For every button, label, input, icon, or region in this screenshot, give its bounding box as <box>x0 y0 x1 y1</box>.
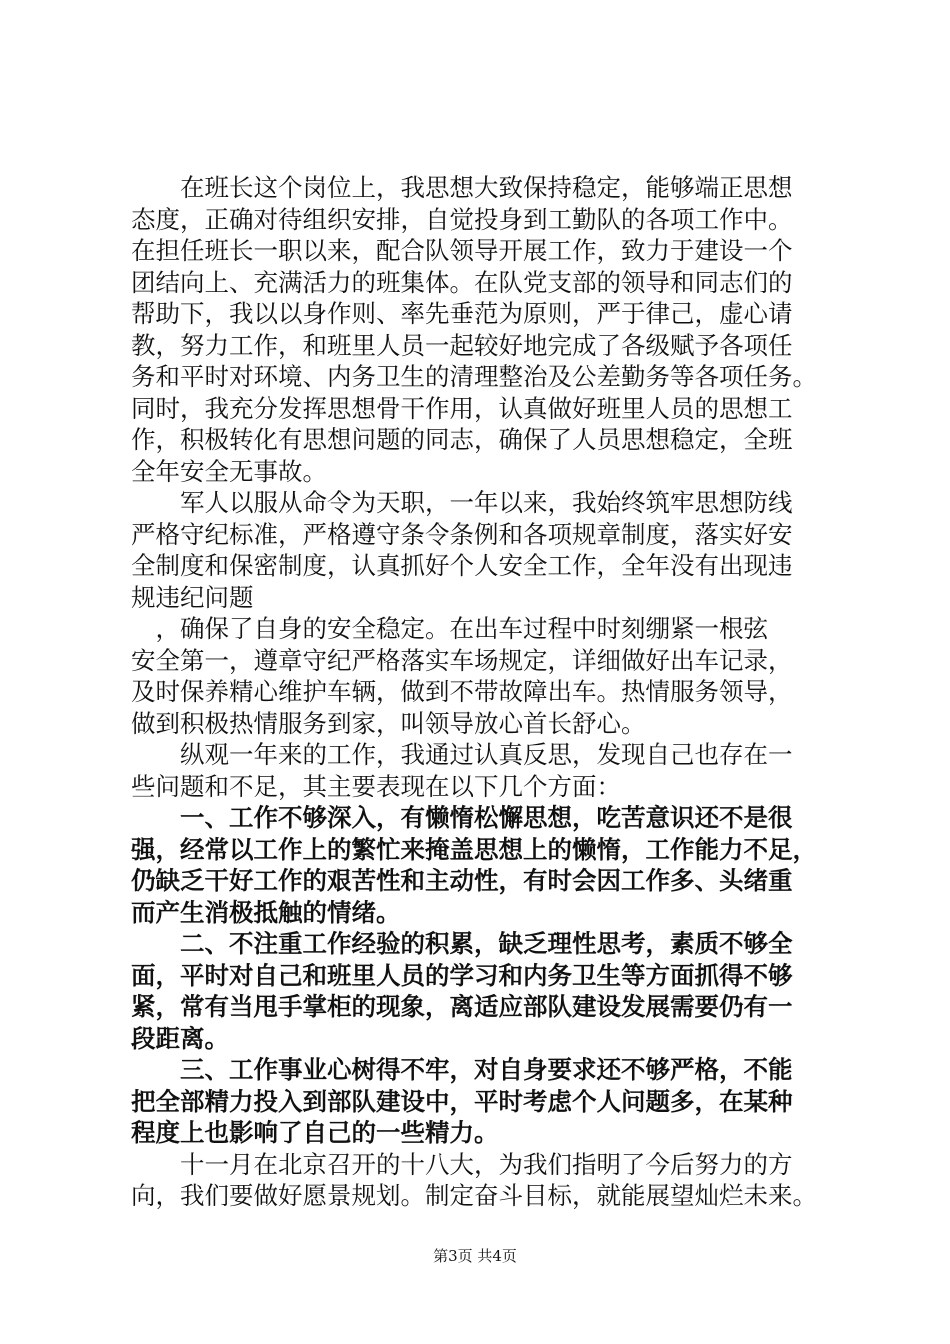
text-line: 帮助下，我以以身作则、率先垂范为原则，严于律己，虚心请 <box>131 299 793 328</box>
text-line: 全制度和保密制度，认真抓好个人安全工作，全年没有出现违 <box>131 551 793 580</box>
text-line: 在担任班长一职以来，配合队领导开展工作，致力于建设一个 <box>131 236 793 265</box>
text-line: 程度上也影响了自己的一些精力。 <box>131 1118 499 1147</box>
text-line: ，确保了自身的安全稳定。在出车过程中时刻绷紧一根弦 <box>131 614 768 643</box>
text-line: 全年安全无事故。 <box>131 456 327 486</box>
paragraph <box>131 172 831 487</box>
text-line: 而产生消极抵触的情绪。 <box>131 897 401 927</box>
text-line: 安全第一，遵章守纪严格落实车场规定，详细做好出车记录， <box>131 645 793 675</box>
text-line: 二、不注重工作经验的积累，缺乏理性思考，素质不够全 <box>131 929 793 958</box>
paragraph <box>131 1149 831 1212</box>
text-line: 做到积极热情服务到家，叫领导放心首长舒心。 <box>131 708 646 738</box>
paragraph <box>131 739 831 802</box>
text-line: 强，经常以工作上的繁忙来掩盖思想上的懒惰，工作能力不足， <box>131 834 817 864</box>
text-line: 严格守纪标准，严格遵守条令条例和各项规章制度，落实好安 <box>131 519 793 549</box>
text-line: 团结向上、充满活力的班集体。在队党支部的领导和同志们的 <box>131 267 793 297</box>
text-line: 段距离。 <box>131 1023 229 1053</box>
text-line: 仍缺乏干好工作的艰苦性和主动性，有时会因工作多、头绪重 <box>131 866 793 895</box>
paragraph <box>131 802 831 928</box>
text-line: 态度，正确对待组织安排，自觉投身到工勤队的各项工作中。 <box>131 204 793 234</box>
text-line: 务和平时对环境、内务卫生的清理整治及公差勤务等各项任务。 <box>131 362 817 391</box>
text-line: 在班长这个岗位上，我思想大致保持稳定，能够端正思想 <box>131 173 793 202</box>
paragraph <box>131 928 831 1054</box>
text-line: 作，积极转化有思想问题的同志，确保了人员思想稳定，全班 <box>131 425 793 454</box>
text-line: 纵观一年来的工作，我通过认真反思，发现自己也存在一 <box>131 740 793 769</box>
text-line: 军人以服从命令为天职，一年以来，我始终筑牢思想防线 <box>131 488 793 517</box>
text-line: 同时，我充分发挥思想骨干作用，认真做好班里人员的思想工 <box>131 393 793 423</box>
text-line: 向，我们要做好愿景规划。制定奋斗目标，就能展望灿烂未来。 <box>131 1181 817 1210</box>
text-line: 把全部精力投入到部队建设中，平时考虑个人问题多，在某种 <box>131 1086 793 1116</box>
paragraph <box>131 613 831 739</box>
text-line: 规违纪问题 <box>131 582 254 612</box>
text-line: 一、工作不够深入，有懒惰松懈思想，吃苦意识还不是很 <box>131 803 793 832</box>
text-line: 教，努力工作，和班里人员一起较好地完成了各级赋予各项任 <box>131 330 793 360</box>
text-line: 及时保养精心维护车辆，做到不带故障出车。热情服务领导， <box>131 677 793 706</box>
paragraph <box>131 487 831 613</box>
text-line: 十一月在北京召开的十八大，为我们指明了今后努力的方 <box>131 1149 793 1179</box>
page-footer: 第3页 共4页 <box>433 1247 517 1265</box>
text-line: 面，平时对自己和班里人员的学习和内务卫生等方面抓得不够 <box>131 960 793 990</box>
paragraph <box>131 1054 831 1149</box>
text-line: 些问题和不足，其主要表现在以下几个方面： <box>131 771 621 801</box>
text-line: 三、工作事业心树得不牢，对自身要求还不够严格，不能 <box>131 1055 793 1084</box>
document-body <box>131 172 831 1212</box>
text-line: 紧，常有当甩手掌柜的现象，离适应部队建设发展需要仍有一 <box>131 992 793 1021</box>
